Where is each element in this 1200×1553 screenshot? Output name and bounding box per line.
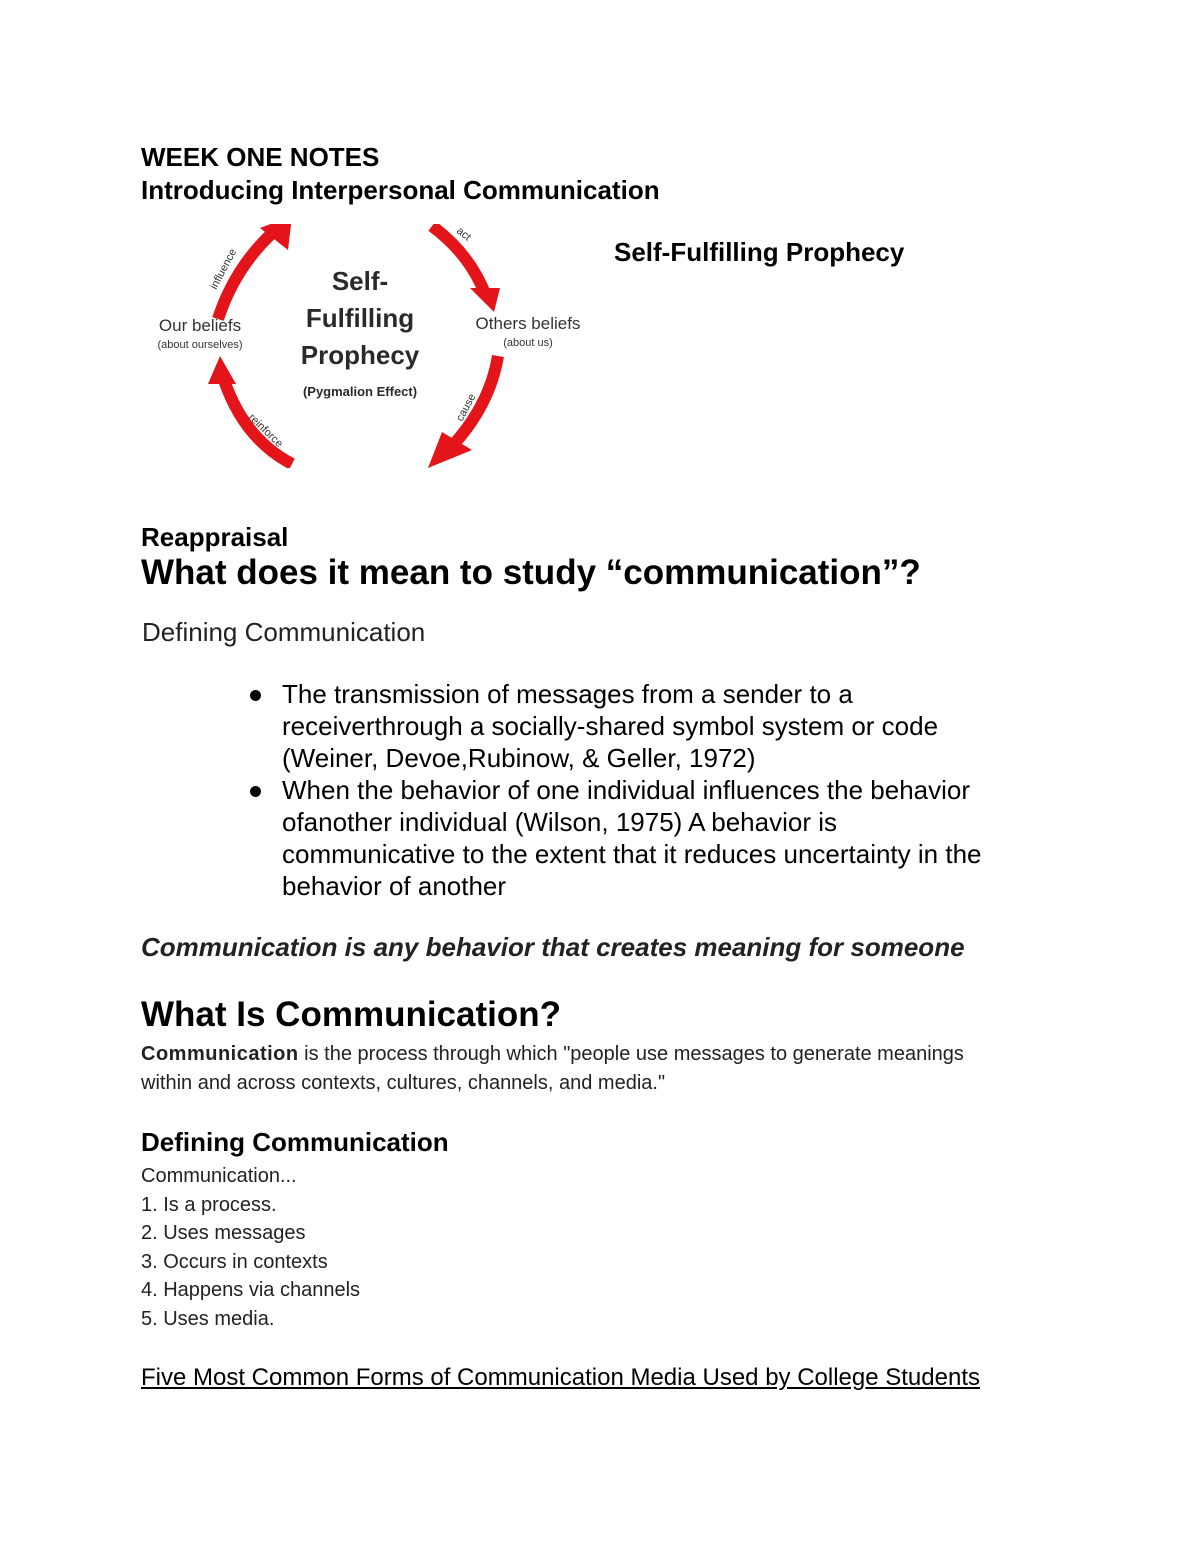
list-item [244, 774, 1044, 902]
list-item: 1. Is a process. [141, 1193, 277, 1216]
definition-term: Communication [141, 1043, 299, 1065]
five-forms-heading: Five Most Common Forms of Communication Media Used by College Students [141, 1364, 980, 1391]
definition-list [244, 678, 1044, 902]
bullet-icon [250, 786, 261, 797]
definition-text: within and across contexts, cultures, channels, and media." [141, 1072, 666, 1094]
self-fulfilling-prophecy-diagram [140, 224, 600, 468]
diagram-left-sub: (about ourselves) [157, 339, 243, 351]
arrowhead-top-right [470, 288, 500, 312]
diagram-title-line1: Self- [331, 266, 389, 296]
list-item: 3. Occurs in contexts [141, 1250, 328, 1273]
page-title: WEEK ONE NOTES [141, 142, 380, 172]
list-item-line: When the behavior of one individual influences the behavior [282, 775, 971, 805]
diagram-title-line2: Fulfilling [305, 303, 415, 333]
diagram-left-label: Our beliefs [158, 316, 242, 335]
diagram-subtitle: (Pygmalion Effect) [302, 384, 418, 399]
list-intro: Communication... [141, 1165, 297, 1187]
diagram-right-sub: (about us) [503, 337, 553, 349]
diagram-title-line3: Prophecy [300, 340, 420, 370]
defining-communication-heading: Defining Communication [142, 617, 426, 647]
list-item [244, 678, 1044, 774]
list-item-line: receiverthrough a socially-shared symbol system or code [282, 711, 939, 741]
bullet-icon [250, 690, 261, 701]
arrow-label-influence: influence [208, 246, 240, 292]
page-subtitle: Introducing Interpersonal Communication [141, 175, 660, 205]
list-item: 5. Uses media. [141, 1307, 275, 1330]
numbered-list [141, 1162, 360, 1333]
reappraisal-label: Reappraisal [141, 522, 289, 552]
arrowhead-bottom-left [208, 356, 236, 384]
list-item-line: (Weiner, Devoe,Rubinow, & Geller, 1972) [282, 743, 756, 773]
list-item: 2. Uses messages [141, 1222, 306, 1244]
list-item-line: The transmission of messages from a sender to a [282, 679, 853, 709]
what-is-heading: What Is Communication? [141, 995, 561, 1034]
what-is-definition [141, 1040, 1041, 1098]
definition-text: is the process through which "people use messages to generate meanings [298, 1043, 964, 1065]
arrow-label-act: act [454, 224, 474, 244]
list-item-line: behavior of another [282, 871, 507, 901]
side-heading: Self-Fulfilling Prophecy [614, 237, 905, 267]
arrow-label-cause: cause [454, 391, 479, 424]
list-item: 4. Happens via channels [141, 1279, 361, 1301]
communication-claim: Communication is any behavior that creates meaning for someone [141, 932, 965, 962]
list-item-line: ofanother individual (Wilson, 1975) A behavior is [282, 807, 837, 837]
diagram-right-label: Others beliefs [475, 314, 581, 333]
reappraisal-question: What does it mean to study “communication”? [141, 553, 921, 592]
list-item-line: communicative to the extent that it reduces uncertainty in the [282, 839, 982, 869]
arrow-label-reinforce: reinforce [245, 411, 286, 450]
defining-heading: Defining Communication [141, 1127, 449, 1157]
